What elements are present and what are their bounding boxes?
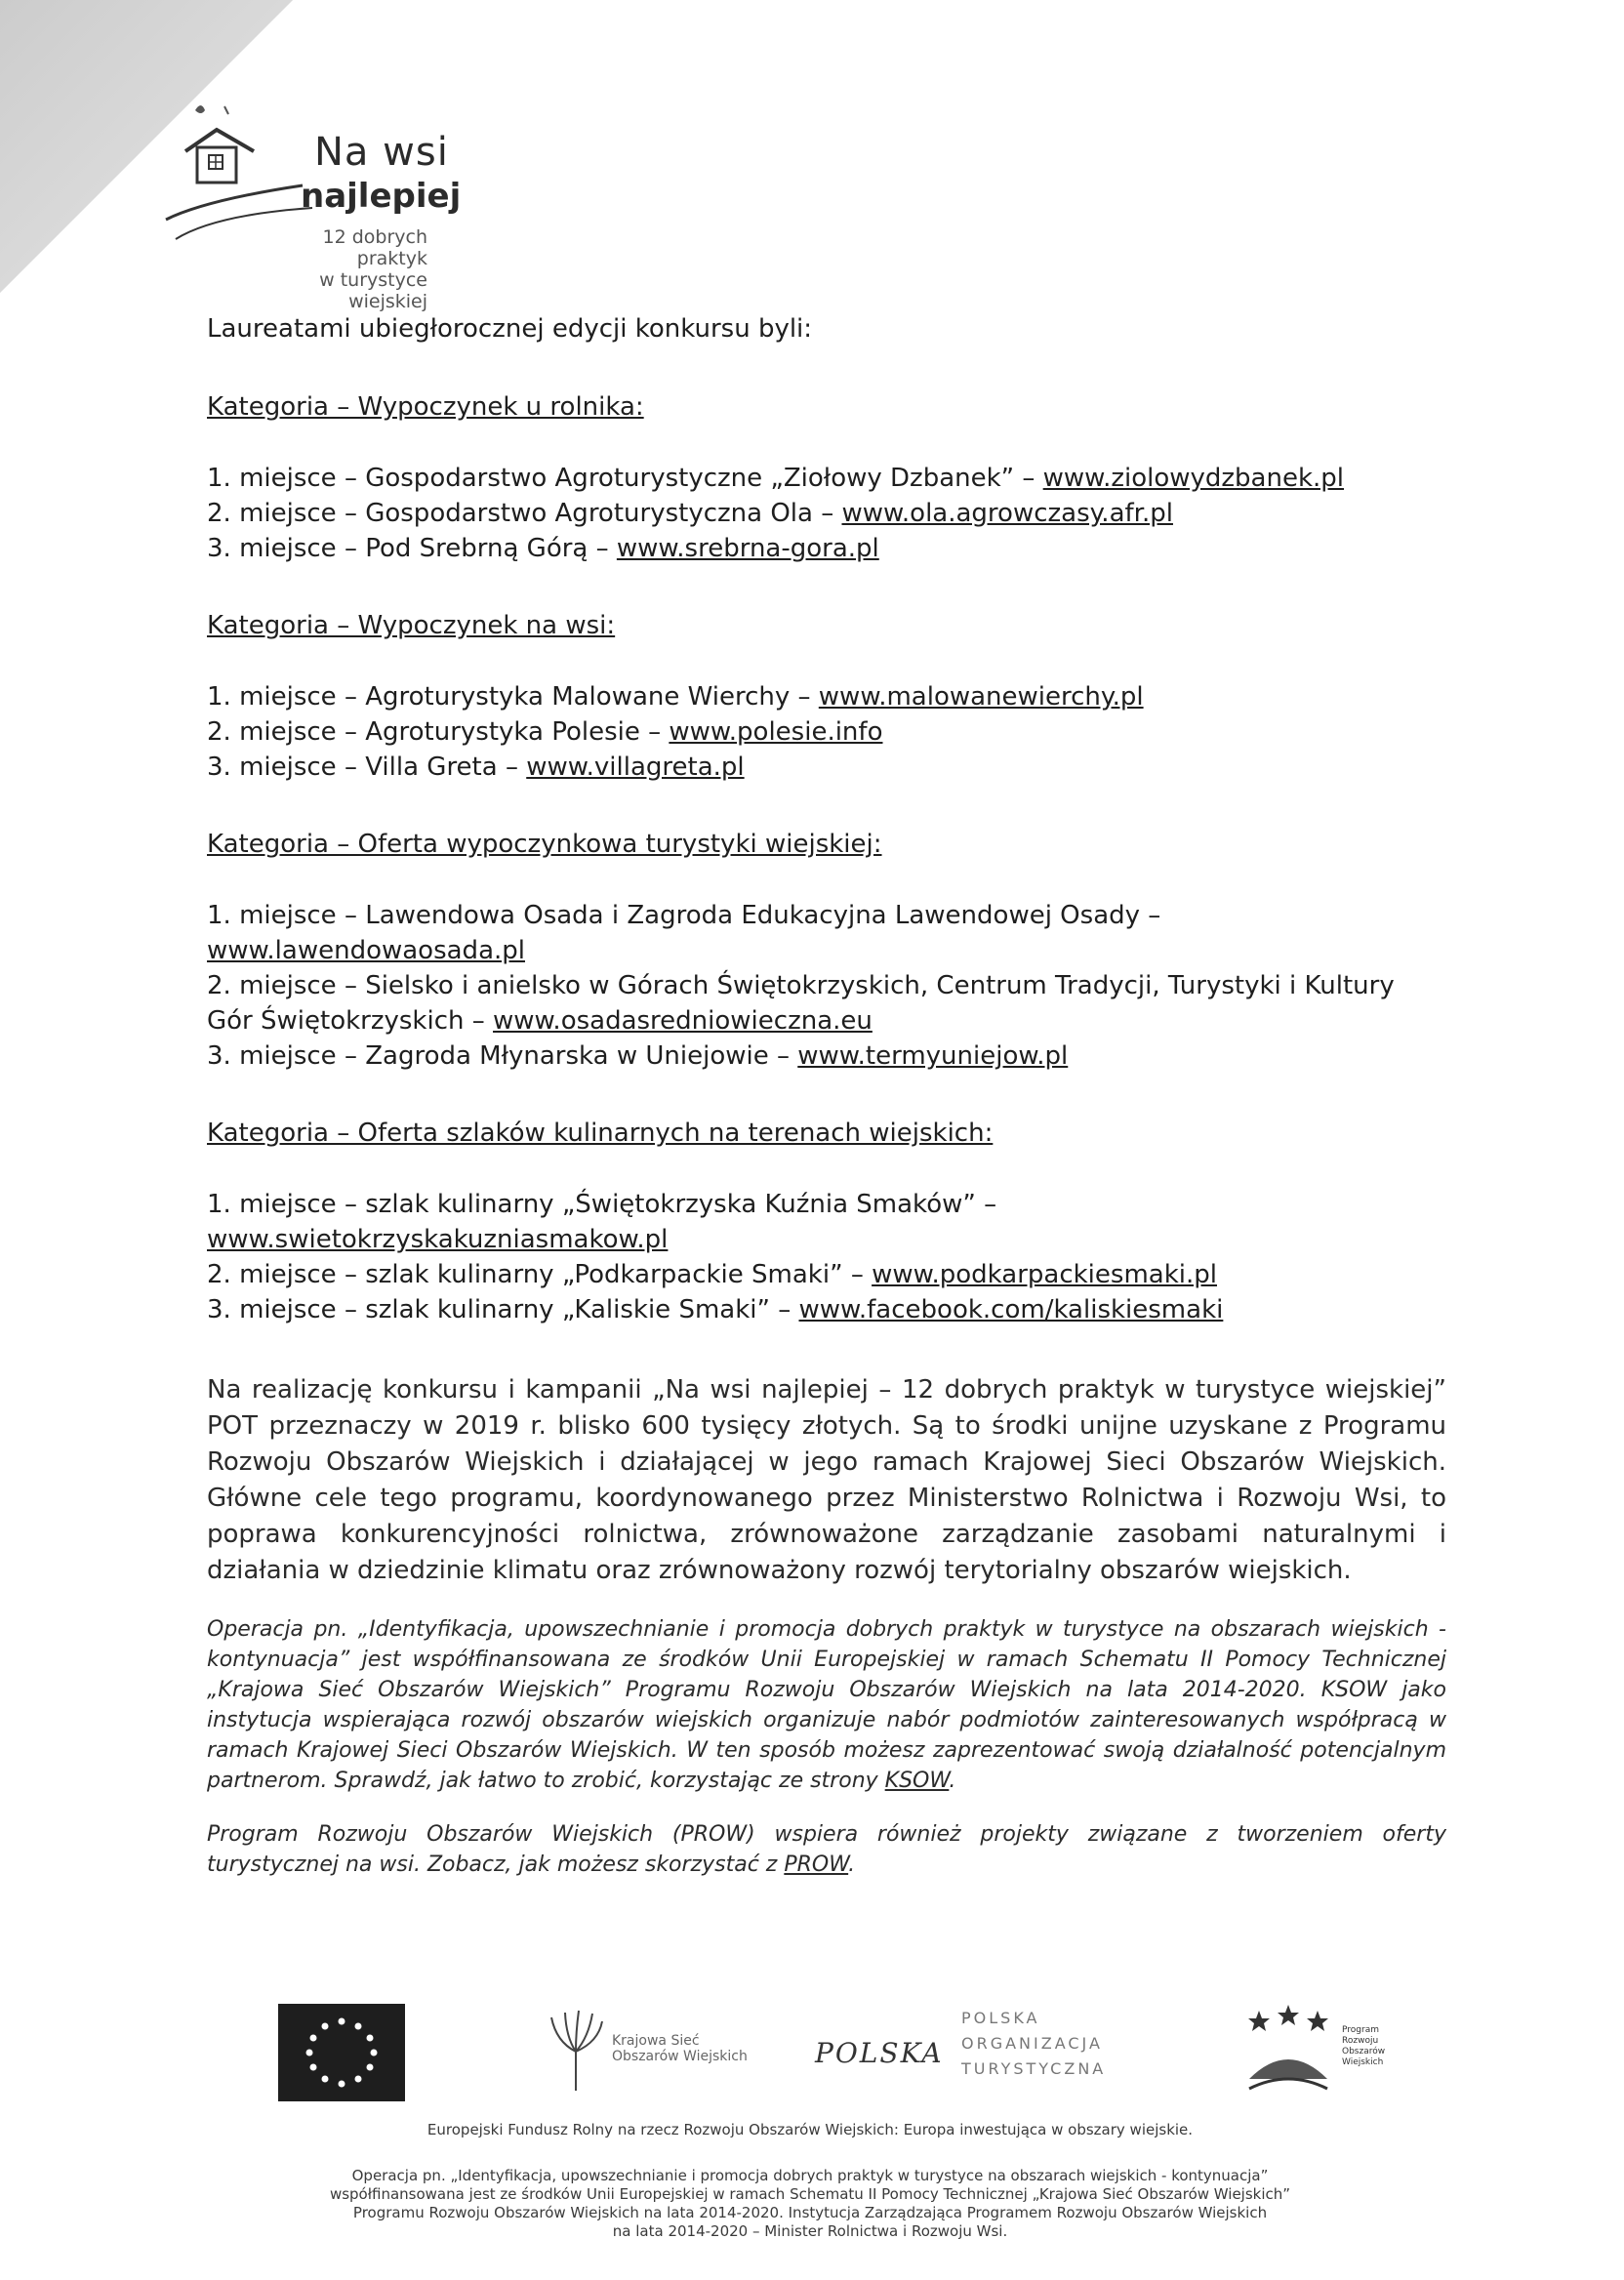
ksow-note: Operacja pn. „Identyfikacja, upowszechnianie i promocja dobrych praktyk w turystyce na obszarach wiejskich - kontynuacja” jest współfinansowana ze środków Unii Europejskiej w ramach Schematu II Pomocy Technicznej „Krajowa Sieć Obszarów Wiejskich” Programu Rozwoju Obszarów Wiejskich na lata 2014-2020. KSOW jako instytucja wspierająca rozwój obszarów wiejskich organizuje nabór podmiotów zainteresowanych współpracą w ramach Krajowej Sieci Obszarów Wiejskich. W ten sposób możesz zaprezentować swoją działalność potencjalnym partnerom. Sprawdź, jak łatwo to zrobić, korzystając ze strony KSOW. <box>207 1617 1446 1793</box>
footer-line: Operacja pn. „Identyfikacja, upowszechnianie i promocja dobrych praktyk w turystyce na obszarach wiejskich - kontynuacja” <box>351 2167 1269 2184</box>
website-link[interactable]: www.podkarpackiesmaki.pl <box>872 1260 1217 1289</box>
website-link[interactable]: www.polesie.info <box>669 717 883 747</box>
ksow-link[interactable]: KSOW <box>884 1769 950 1793</box>
list-item: 2. miejsce – Agroturystyka Polesie – www.polesie.info <box>207 717 883 747</box>
pot-logo-text: TURYSTYCZNA <box>961 2059 1107 2078</box>
polska-logo-text: POLSKA <box>815 2037 944 2069</box>
list-item: 3. miejsce – Pod Srebrną Górą – www.srebrna-gora.pl <box>207 534 879 563</box>
partner-logos <box>273 1996 1405 2103</box>
list-item: 2. miejsce – Gospodarstwo Agroturystyczna Ola – www.ola.agrowczasy.afr.pl <box>207 499 1173 528</box>
winners-list <box>207 898 1446 1074</box>
prow-link[interactable]: PROW <box>784 1852 849 1877</box>
winners-list <box>207 461 1446 566</box>
ksow-logo <box>542 2008 766 2096</box>
footer-line: Programu Rozwoju Obszarów Wiejskich na lata 2014-2020. Instytucja Zarządzająca Programem Rozwoju Obszarów Wiejskich <box>352 2204 1268 2221</box>
ksow-emblem-icon <box>542 2008 610 2096</box>
ksow-logo-text: Obszarów Wiejskich <box>612 2049 748 2064</box>
campaign-logo <box>156 93 508 312</box>
list-item: 1. miejsce – Lawendowa Osada i Zagroda Edukacyjna Lawendowej Osady – www.lawendowaosada.pl <box>207 901 1161 965</box>
intro-text: Laureatami ubiegłorocznej edycji konkursu byli: <box>207 314 813 344</box>
category-title: Kategoria – Wypoczynek u rolnika: <box>207 392 644 422</box>
list-item: 2. miejsce – szlak kulinarny „Podkarpackie Smaki” – www.podkarpackiesmaki.pl <box>207 1260 1217 1289</box>
website-link[interactable]: www.srebrna-gora.pl <box>616 534 879 563</box>
website-link[interactable]: www.termyuniejow.pl <box>797 1041 1069 1071</box>
pot-logo <box>961 2006 1157 2094</box>
logo-tagline <box>262 226 427 312</box>
pot-logo-text: POLSKA <box>961 2009 1040 2027</box>
footer-eafrd-line: Europejski Fundusz Rolny na rzecz Rozwoju Obszarów Wiejskich: Europa inwestująca w obszary wiejskie. <box>426 2121 1194 2138</box>
logo-title: Na wsi <box>314 130 449 175</box>
website-link[interactable]: www.ola.agrowczasy.afr.pl <box>841 499 1173 528</box>
document-body <box>207 314 1446 1903</box>
prow-logo <box>1239 2001 1396 2098</box>
list-item: 3. miejsce – Villa Greta – www.villagreta.pl <box>207 753 745 782</box>
logo-tagline-line: 12 dobrych praktyk <box>322 226 427 269</box>
website-link[interactable]: www.swietokrzyskakuzniasmakow.pl <box>207 1225 669 1254</box>
prow-logo-text: Rozwoju <box>1342 2036 1379 2046</box>
list-item: 3. miejsce – Zagroda Młynarska w Uniejowie – www.termyuniejow.pl <box>207 1041 1069 1071</box>
logo-tagline-line: w turystyce wiejskiej <box>319 269 427 312</box>
website-link[interactable]: www.osadasredniowieczna.eu <box>493 1006 873 1036</box>
list-item: 1. miejsce – Gospodarstwo Agroturystyczne „Ziołowy Dzbanek” – www.ziolowydzbanek.pl <box>207 464 1344 493</box>
winners-list <box>207 1187 1446 1327</box>
pot-logo-text: ORGANIZACJA <box>961 2034 1103 2053</box>
category-title: Kategoria – Oferta szlaków kulinarnych na terenach wiejskich: <box>207 1119 994 1148</box>
category-title: Kategoria – Oferta wypoczynkowa turystyki wiejskiej: <box>207 830 882 859</box>
funding-paragraph: Na realizację konkursu i kampanii „Na wsi najlepiej – 12 dobrych praktyk w turystyce wiejskiej” POT przeznaczy w 2019 r. blisko 600 tysięcy złotych. Są to środki unijne uzyskane z Programu Rozwoju Obszarów Wiejskich i działającej w jego ramach Krajowej Sieci Obszarów Wiejskich. Główne cele tego programu, koordynowanego przez Ministerstwo Rolnictwa i Rozwoju Wsi, to poprawa konkurencyjności rolnictwa, zrównoważone zarządzanie zasobami naturalnymi i działania w dziedzinie klimatu oraz zrównoważony rozwój terytorialny obszarów wiejskich. <box>207 1375 1446 1585</box>
list-item: 1. miejsce – szlak kulinarny „Świętokrzyska Kuźnia Smaków” – www.swietokrzyskakuzniasmakow.pl <box>207 1190 997 1254</box>
prow-note: Program Rozwoju Obszarów Wiejskich (PROW) wspiera również projekty związane z tworzeniem oferty turystycznej na wsi. Zobacz, jak możesz skorzystać z PROW. <box>207 1822 1446 1877</box>
polska-logo <box>815 2008 944 2096</box>
prow-logo-text: Wiejskich <box>1342 2057 1384 2067</box>
footer-line: współfinansowana jest ze środków Unii Europejskiej w ramach Schematu II Pomocy Technicznej „Krajowa Sieć Obszarów Wiejskich” <box>329 2185 1291 2203</box>
website-link[interactable]: www.ziolowydzbanek.pl <box>1042 464 1344 493</box>
logo-subtitle: najlepiej <box>301 177 462 216</box>
winners-list <box>207 679 1446 785</box>
website-link[interactable]: www.facebook.com/kaliskiesmaki <box>798 1295 1224 1324</box>
list-item: 2. miejsce – Sielsko i anielsko w Górach Świętokrzyskich, Centrum Tradycji, Turystyki i Kultury Gór Świętokrzyskich – www.osadasredniowieczna.eu <box>207 971 1395 1036</box>
category-title: Kategoria – Wypoczynek na wsi: <box>207 611 616 640</box>
footer-legal-text <box>244 2167 1376 2241</box>
prow-emblem-icon <box>1239 2001 1337 2098</box>
prow-logo-text: Program <box>1342 2025 1379 2035</box>
website-link[interactable]: www.lawendowaosada.pl <box>207 936 525 965</box>
list-item: 3. miejsce – szlak kulinarny „Kaliskie Smaki” – www.facebook.com/kaliskiesmaki <box>207 1295 1224 1324</box>
eu-flag-icon <box>278 2004 405 2101</box>
website-link[interactable]: www.villagreta.pl <box>526 753 745 782</box>
list-item: 1. miejsce – Agroturystyka Malowane Wierchy – www.malowanewierchy.pl <box>207 682 1144 712</box>
website-link[interactable]: www.malowanewierchy.pl <box>818 682 1144 712</box>
prow-logo-text: Obszarów <box>1342 2047 1386 2056</box>
ksow-logo-text: Krajowa Sieć <box>612 2033 700 2049</box>
footer-line: na lata 2014-2020 – Minister Rolnictwa i Rozwoju Wsi. <box>612 2222 1008 2240</box>
